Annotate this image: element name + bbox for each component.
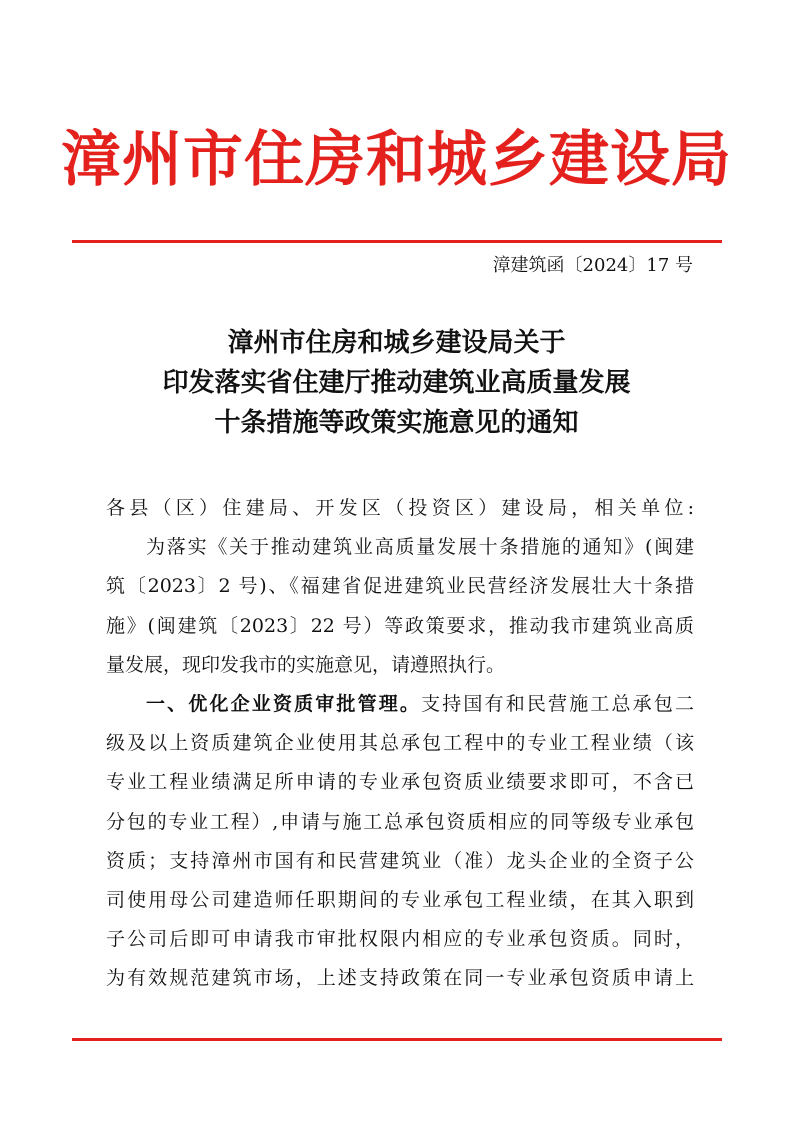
paragraph-1-line: 筑〔2023〕2 号)、《福建省促进建筑业民营经济发展壮大十条措 xyxy=(106,575,694,598)
section-1-text: 支持国有和民营施工总承包二 xyxy=(421,692,694,715)
footer-red-rule xyxy=(72,1038,722,1041)
letterhead-red-rule xyxy=(72,240,722,243)
title-line-3: 十条措施等政策实施意见的通知 xyxy=(214,408,579,438)
paragraph-1-line: 量发展，现印发我市的实施意见，请遵照执行。 xyxy=(106,653,506,676)
section-1-line: 司使用母公司建造师任职期间的专业承包工程业绩，在其入职到 xyxy=(106,888,694,911)
title-line-2: 印发落实省住建厅推动建筑业高质量发展 xyxy=(162,368,631,398)
salutation: 各县（区）住建局、开发区（投资区）建设局，相关单位: xyxy=(106,497,694,519)
paragraph-1-line: 为落实《关于推动建筑业高质量发展十条措施的通知》(闽建 xyxy=(146,536,694,559)
section-1-line: 级及以上资质建筑企业使用其总承包工程中的专业工程业绩（该 xyxy=(106,732,694,755)
section-1-first-line xyxy=(106,685,694,724)
document-number: 漳建筑函〔2024〕17 号 xyxy=(492,255,693,276)
paragraph-1-line: 施》(闽建筑〔2023〕22 号）等政策要求，推动我市建筑业高质 xyxy=(106,614,694,637)
section-1-line: 子公司后即可申请我市审批权限内相应的专业承包资质。同时， xyxy=(106,928,694,951)
document-body xyxy=(106,489,694,998)
agency-letterhead-title: 漳州市住房和城乡建设局 xyxy=(61,125,732,195)
title-line-1: 漳州市住房和城乡建设局关于 xyxy=(227,328,566,358)
section-1-line: 专业工程业绩满足所申请的专业承包资质业绩要求即可，不含已 xyxy=(106,771,694,794)
section-1-line: 分包的专业工程）,申请与施工总承包资质相应的同等级专业承包 xyxy=(106,810,694,833)
document-title xyxy=(0,323,793,443)
section-1-line: 为有效规范建筑市场，上述支持政策在同一专业承包资质申请上 xyxy=(106,967,694,990)
section-1-heading: 一、优化企业资质审批管理。 xyxy=(146,692,422,715)
section-1-line: 资质；支持漳州市国有和民营建筑业（准）龙头企业的全资子公 xyxy=(106,849,694,872)
